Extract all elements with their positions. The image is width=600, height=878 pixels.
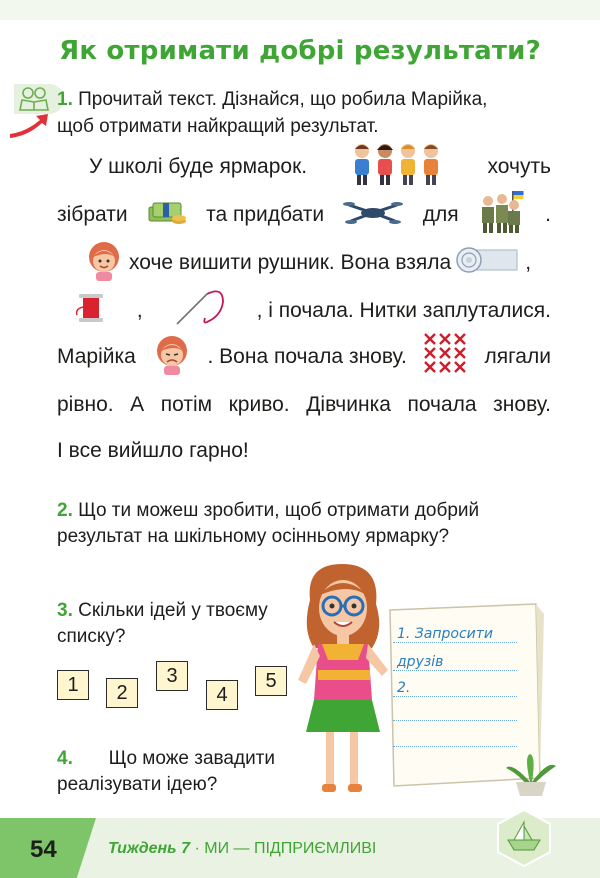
task1-line2: щоб отримати найкращий результат. [57, 116, 379, 137]
cross-stitch-icon [423, 332, 469, 382]
girl-teacher-icon [288, 560, 398, 800]
scroll-dotline-5[interactable] [393, 746, 517, 747]
footer-separator: · [194, 840, 200, 857]
task3-line1: Скільки ідей у твоєму [78, 600, 268, 621]
scroll-line-2: друзів [397, 654, 444, 670]
idea-count-box-4[interactable]: 4 [206, 680, 238, 710]
story-line-6 [57, 388, 551, 422]
story-l5c: лягали [484, 345, 551, 368]
drone-icon [343, 197, 403, 233]
idea-count-box-2[interactable]: 2 [106, 678, 138, 708]
soldiers-icon [478, 189, 526, 241]
thread-spool-icon [73, 291, 107, 331]
footer-caption [108, 840, 376, 858]
story-l5a: Марійка [57, 345, 136, 368]
task3-number: 3. [57, 600, 73, 621]
task3 [57, 598, 268, 650]
story-line-7 [57, 434, 551, 468]
idea-count-box-3[interactable]: 3 [156, 661, 188, 691]
story-l4b: , і почала. Нитки заплуталися. [256, 299, 551, 322]
story-line-2 [57, 198, 551, 232]
red-arrow-icon [10, 112, 50, 138]
idea-count-box-1[interactable]: 1 [57, 670, 89, 700]
paper-boat-icon [494, 808, 554, 868]
story-line-5 [57, 340, 551, 374]
story-line-3 [57, 246, 551, 280]
task1-line1 [57, 88, 487, 112]
story-l2b: та придбати [206, 203, 325, 226]
task3-line2: списку? [57, 626, 126, 647]
needle-icon [173, 288, 227, 334]
scroll-line-3: 2. [397, 680, 411, 696]
task4-line2: реалізувати ідею? [57, 774, 218, 795]
story-l1a: У школі буде ярмарок. [89, 155, 308, 178]
sad-girl-icon [152, 333, 192, 381]
footer-week: Тиждень 7 [108, 840, 191, 857]
scroll-dotline-4[interactable] [393, 720, 517, 721]
story-line-4 [57, 294, 551, 328]
story-l2d: . [545, 203, 551, 226]
story-l7: І все вийшло гарно! [57, 439, 249, 462]
money-icon [147, 197, 187, 233]
girl-face-icon [83, 239, 125, 287]
task2 [57, 498, 551, 550]
story-line-1 [57, 150, 551, 184]
footer-theme: МИ — ПІДПРИЄМЛИВІ [204, 840, 377, 857]
scroll-dotline-1 [393, 642, 517, 643]
scroll-dotline-3[interactable] [393, 696, 517, 697]
page-number: 54 [30, 836, 57, 863]
task2-line2: результат на шкільному осінньому ярмарку? [57, 526, 450, 547]
scroll-line-1: 1. Запросити [397, 626, 494, 642]
story-l3a: хоче вишити рушник. Вона взяла [129, 251, 452, 274]
story-l3b: , [525, 251, 532, 274]
task1-number: 1. [57, 89, 73, 110]
task4-number: 4. [57, 748, 73, 769]
story-l2c: для [422, 203, 459, 226]
plant-icon [502, 752, 560, 798]
children-group-icon [351, 141, 443, 193]
top-band [0, 0, 600, 20]
story-l6: рівно. А потім криво. Дівчинка почала знову. [57, 393, 551, 416]
task4 [57, 746, 275, 798]
task2-text: Що ти можеш зробити, щоб отримати добрий [78, 500, 480, 521]
story-l2a: зібрати [57, 203, 128, 226]
story-l5b: . Вона почала знову. [207, 345, 407, 368]
task1-text: Прочитай текст. Дізнайся, що робила Марійка, [78, 89, 488, 110]
fabric-roll-icon [455, 244, 521, 282]
task2-line1 [57, 498, 551, 524]
task2-number: 2. [57, 500, 73, 521]
idea-count-box-5[interactable]: 5 [255, 666, 287, 696]
scroll-dotline-2 [393, 670, 517, 671]
story-l1b: хочуть [487, 155, 551, 178]
task4-line1: Що може завадити [108, 748, 275, 769]
story-l4a: , [136, 299, 143, 322]
page-title: Як отримати добрі результати? [59, 36, 541, 66]
